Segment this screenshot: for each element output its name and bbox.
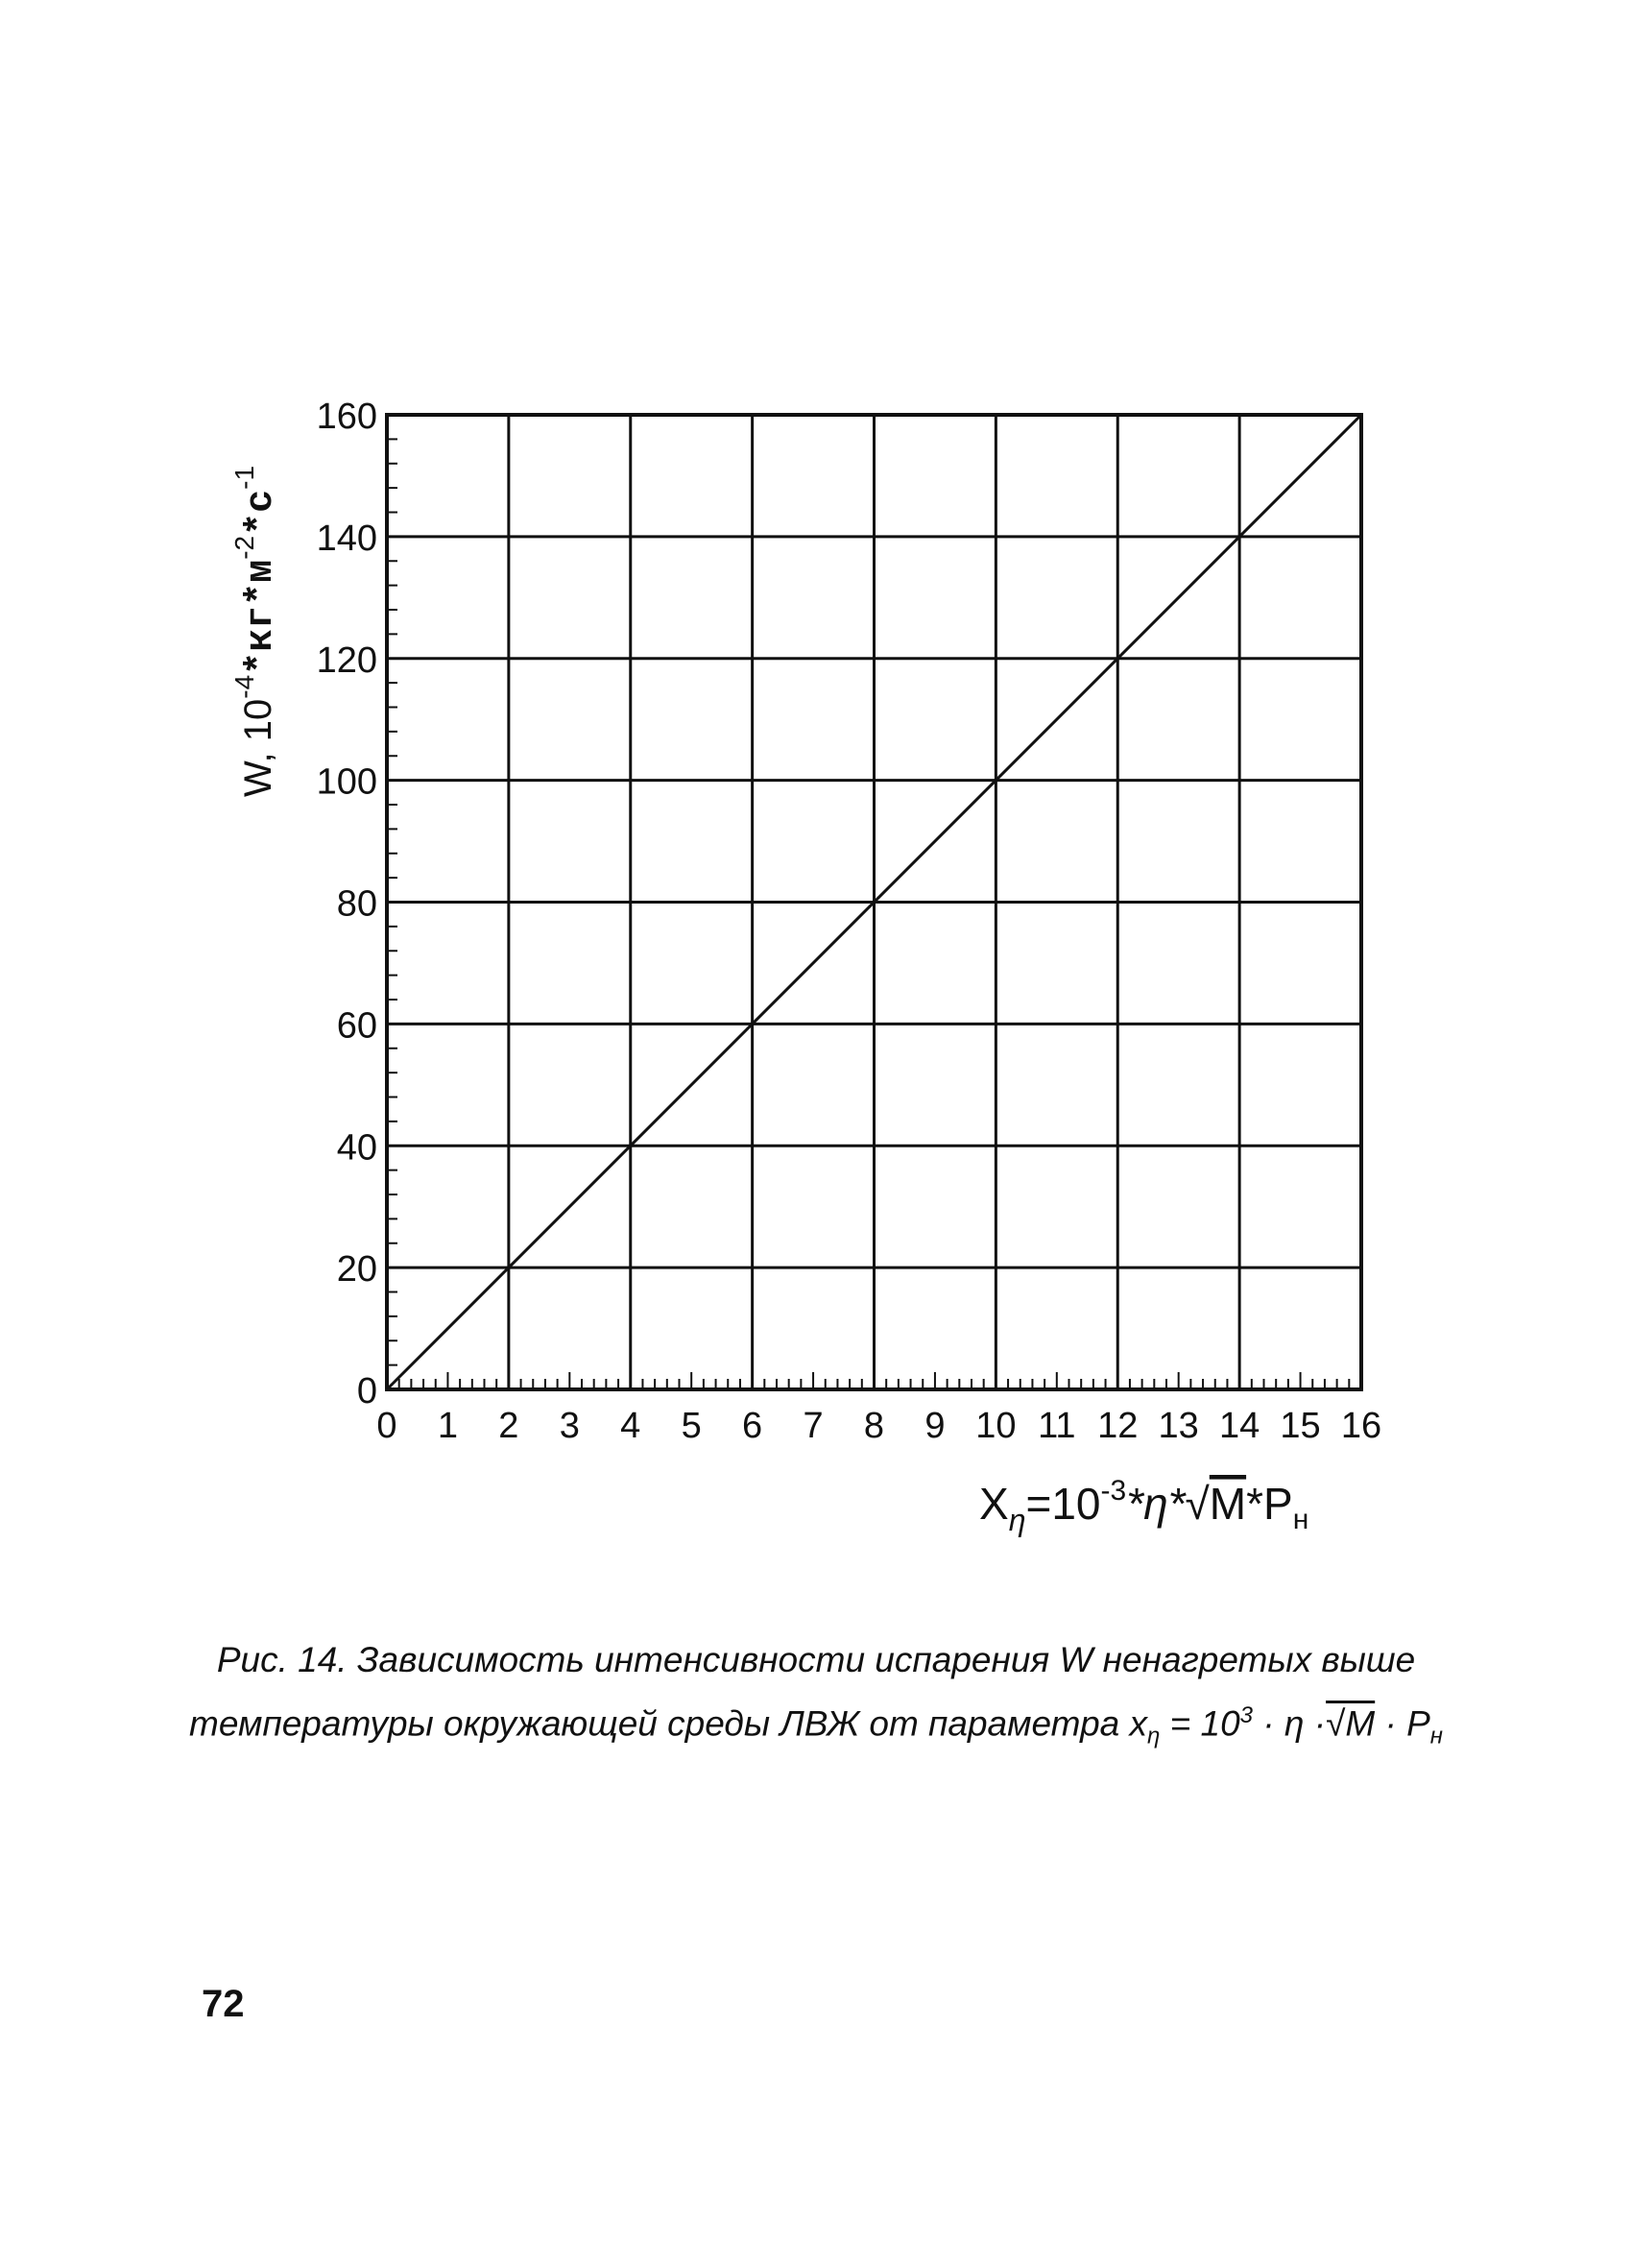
y-tick-labels [317,397,377,1411]
x-tick-label: 2 [498,1406,519,1446]
y-tick-label: 80 [336,883,377,925]
y-tick-label: 160 [316,397,377,437]
y-tick-label: 100 [316,761,377,803]
x-tick-labels [376,1406,1381,1446]
x-tick-label: 16 [1340,1406,1382,1446]
y-tick-label: 40 [336,1127,377,1169]
x-tick-label: 6 [742,1406,763,1446]
x-tick-label: 12 [1097,1406,1139,1446]
y-tick-label: 140 [316,518,377,559]
x-tick-label: 1 [437,1406,459,1446]
x-tick-label: 15 [1280,1406,1321,1446]
caption-line-2: температуры окружающей среды ЛВЖ от параметра $x_\eta = 10^3 \cdot \eta \cdot√M \cdot P_н$ [189,1702,1443,1749]
y-tick-label: 60 [336,1005,377,1047]
x-tick-label: 8 [863,1406,885,1446]
y-tick-label: 20 [336,1249,377,1291]
x-tick-label: 7 [803,1406,824,1446]
x-tick-label: 4 [620,1406,641,1446]
x-tick-label: 9 [924,1406,946,1446]
x-axis-title: $X_\eta=10^{-3}*\eta*√M*P_н$ [979,1475,1309,1537]
x-tick-label: 10 [975,1406,1017,1446]
caption-line-1: Рис. 14. Зависимость интенсивности испарения W ненагретых выше [216,1640,1416,1679]
x-tick-label: 5 [681,1406,702,1446]
y-axis-title: W, $10^{-4}*кг*м^{-2}*с^{-1}$ [229,465,283,797]
figure-caption [144,1632,1488,1765]
page-number: 72 [202,1983,245,2025]
x-tick-label: 3 [559,1406,580,1446]
x-tick-label: 11 [1038,1406,1076,1446]
y-tick-label: 0 [356,1371,377,1411]
x-tick-label: 0 [376,1406,397,1446]
y-tick-label: 120 [316,639,377,681]
x-tick-label: 14 [1218,1406,1260,1446]
x-tick-label: 13 [1158,1406,1199,1446]
